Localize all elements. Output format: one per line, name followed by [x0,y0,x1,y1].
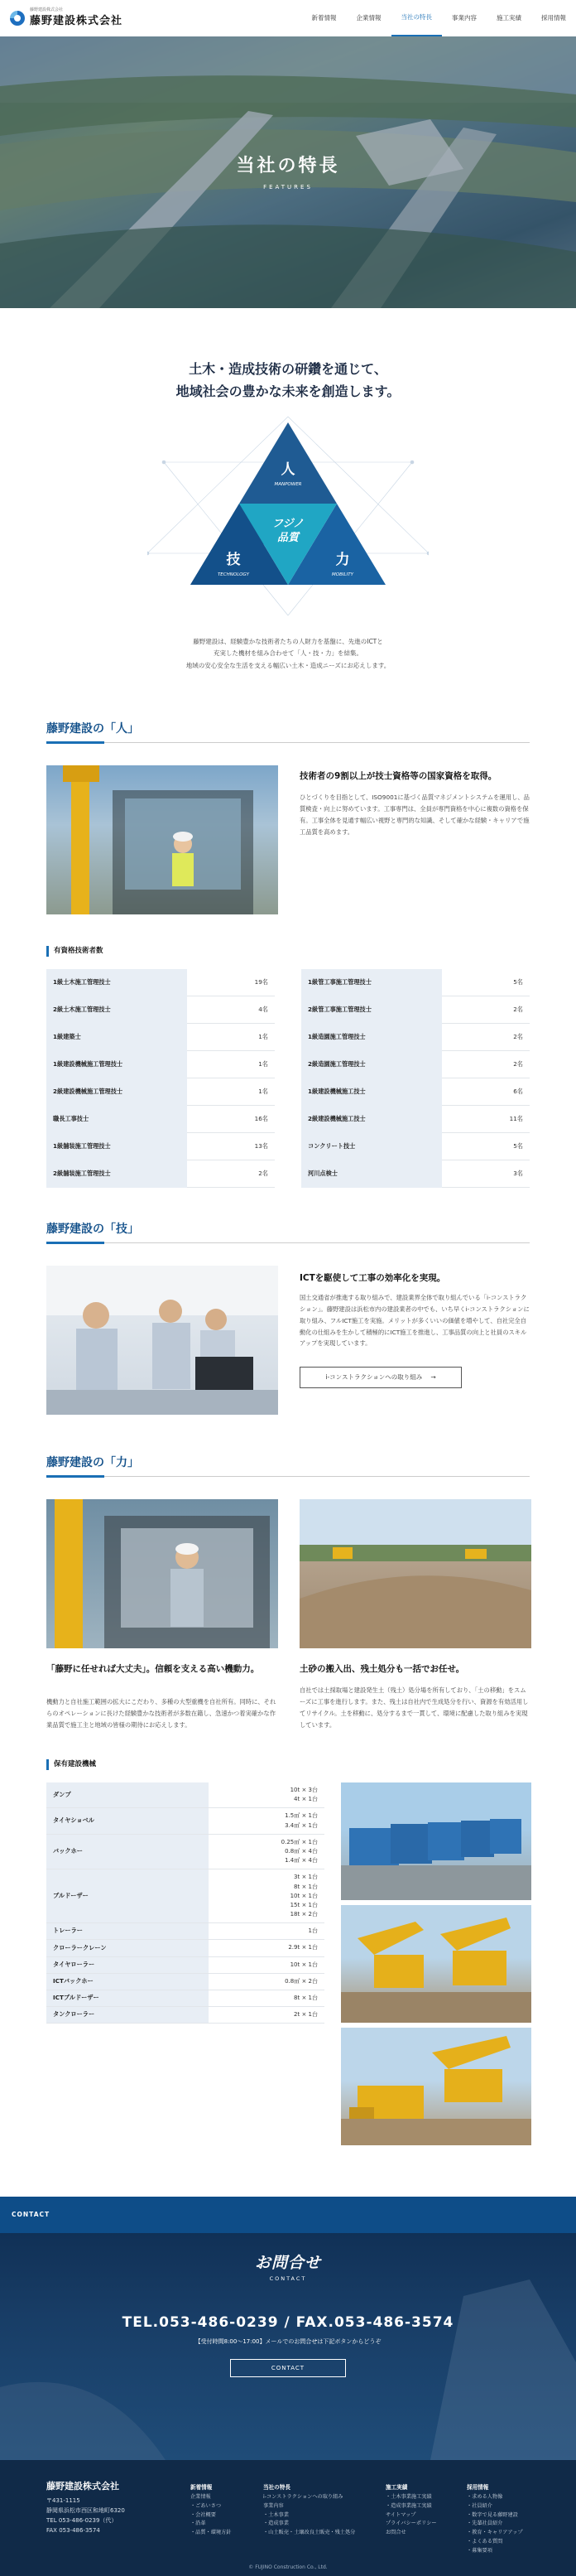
footer-nav-link[interactable]: ・造成事業 [263,2521,289,2527]
section-divider [46,1242,530,1243]
equipment-name: ICTバックホー [46,1974,209,1990]
qualification-count: 2名 [513,1059,523,1068]
contact-button[interactable]: CONTACT [230,2359,346,2377]
footer-nav-heading[interactable]: 採用情報 [467,2484,489,2491]
power-heading-1: 「藤野に任せれば大丈夫」。信頼を支える高い機動力。 [46,1664,260,1674]
table-row [46,969,275,996]
footer-nav-link[interactable]: ・募集要項 [467,2547,492,2554]
qualification-name: 2級建設機械施工管理技士 [46,1078,187,1106]
tri-top-sub: MANPOWER [274,482,302,487]
equipment-name: トレーラー [46,1923,209,1939]
photo-dump-trucks [341,1782,531,1900]
contact-section [0,2197,576,2460]
footer-nav-link[interactable]: プライバシーポリシー [386,2521,437,2527]
qualification-name: 2級舗装施工管理技士 [46,1160,187,1188]
equipment-count: 10t × 3台 4t × 1台 [290,1787,318,1803]
equipment-name: ブルドーザー [46,1869,209,1922]
equipment-count: 1台 [308,1927,318,1935]
intro-heading-2: 地域社会の豊かな未来を創造します。 [175,384,401,400]
table-row [301,1133,530,1160]
tri-center-1: フジノ [272,518,304,530]
footer-nav-link[interactable]: ・山土販売・土壌改良土販売・残土処分 [263,2530,356,2536]
footer-nav-link[interactable]: ・社員紹介 [467,2502,492,2509]
nav-news[interactable]: 新着情報 [311,14,337,22]
qualification-name: 2級造園施工管理技士 [301,1051,442,1078]
qualification-name: 2級土木施工管理技士 [46,996,187,1024]
section-title-power: 藤野建設の「力」 [46,1456,139,1469]
photo-bulldozers [341,2028,531,2145]
equipment-count: 0.8㎥ × 2台 [285,1977,318,1985]
hero-banner [0,36,576,308]
qualification-count: 11名 [509,1114,523,1122]
qualification-name: 2級管工事施工管理技士 [301,996,442,1024]
features-triangle-diagram [147,412,429,620]
footer-nav-link[interactable]: ・教育・キャリアアップ [467,2530,523,2536]
table-row [46,1923,324,1940]
nav-features[interactable]: 当社の特長 [391,0,443,36]
footer-nav-link[interactable]: お問合せ [386,2530,406,2536]
qualification-count: 2名 [513,1005,523,1013]
footer-nav-link[interactable]: 企業情報 [190,2493,211,2500]
table-row [46,2007,324,2024]
qualification-count: 13名 [254,1141,268,1150]
footer-nav-link[interactable]: i-コンストラクションへの取り組み [263,2493,343,2500]
footer-nav-link[interactable]: ・先輩社員紹介 [467,2521,503,2527]
equipment-name: バックホー [46,1835,209,1869]
equipment-count: 10t × 1台 [290,1961,318,1968]
footer-nav-link[interactable]: ・よくある質問 [467,2539,503,2545]
power-heading-2: 土砂の搬入出、残土処分も一括でお任せ。 [300,1664,465,1674]
arrow-right-icon: → [430,1373,436,1382]
qualification-count: 2名 [258,1169,268,1177]
table-row [301,1078,530,1106]
qualification-name: 2級建設機械施工技士 [301,1106,442,1133]
footer-nav-link[interactable]: ・沿革 [190,2521,206,2527]
qualification-name: 職長工事技士 [46,1106,187,1133]
table-row [46,1835,324,1870]
footer-nav-link[interactable]: ・品質・環境方針 [190,2530,232,2536]
photo-engineers-laptop [46,1266,278,1415]
table-row [46,1024,275,1051]
table-row [301,1160,530,1188]
qualification-count: 1名 [258,1032,268,1040]
qualification-count: 6名 [513,1087,523,1095]
people-text: ひとづくりを目指として、ISO9001に基づく品質マネジメントシステムを運用し、品質検査・向上に努めています。工事専門は、全員が専門資格を中心に複数の資格を保有。工事全体を見通す幅広い視野と専門的な知識、そして確かな経験・キャリアで施工品質を高めます。 [300,794,530,836]
tri-top-main: 人 [281,461,295,478]
nav-works[interactable]: 施工実績 [497,14,521,22]
tri-right-main: 力 [335,552,350,568]
i-construction-button-label: i-コンストラクションへの取り組み [325,1373,423,1382]
tri-left-sub: TECHNOLOGY [217,572,250,577]
photo-excavators [341,1905,531,2023]
table-row [301,996,530,1024]
qualification-count: 5名 [513,977,523,986]
nav-recruit[interactable]: 採用情報 [541,14,566,22]
qualification-table-right [301,969,530,1188]
tech-heading: ICTを駆使して工事の効率化を実現。 [300,1273,446,1283]
contact-title: お問合せ [254,2254,321,2272]
table-row [46,1106,275,1133]
tri-right-sub: MOBILITY [332,572,353,577]
logo-sub: 藤野建設株式会社 [30,7,64,12]
equipment-name: クローラークレーン [46,1940,209,1956]
qualified-table-title: 有資格技術者数 [46,946,103,957]
section-title-tech: 藤野建設の「技」 [46,1223,139,1236]
qualification-count: 3名 [513,1169,523,1177]
qualification-name: 1級建設機械施工技士 [301,1078,442,1106]
qualification-name: 1級管工事施工管理技士 [301,969,442,996]
table-row [301,1051,530,1078]
table-row [301,1024,530,1051]
i-construction-button[interactable] [300,1367,462,1388]
footer-nav-heading[interactable]: 施工実績 [386,2484,408,2491]
qualification-count: 19名 [254,977,268,986]
equipment-name: ダンプ [46,1782,209,1807]
table-row [46,1940,324,1956]
table-row [46,1869,324,1923]
intro-section [0,358,576,403]
section-divider [46,1476,530,1477]
photo-operator-cab [46,1499,278,1648]
footer-nav-link[interactable]: ・会社概要 [190,2511,216,2518]
table-row [46,996,275,1024]
footer-nav-link[interactable]: ・土木事業施工実績 [386,2493,432,2500]
qualification-count: 4名 [258,1005,268,1013]
photo-earthwork-site [300,1499,531,1648]
equipment-table [46,1782,324,2024]
table-row [301,969,530,996]
table-row [46,1957,324,1974]
equipment-count: 8t × 1台 [294,1995,318,2001]
table-row [46,1078,275,1106]
table-row [46,1051,275,1078]
equipment-count: 2.9t × 1台 [288,1944,318,1951]
section-divider [46,742,530,743]
table-row [46,1974,324,1990]
power-text-1: 機動力と自社施工範囲の拡大にこだわり、多種の大型重機を自社所有。同時に、それらのオペレーションに長けた経験豊かな技術者が多数在籍し、急速かつ着実確かな作業品質で施工主と地域の皆様の期待にお応えします。 [46,1698,276,1729]
footer-company: 藤野建設株式会社 [46,2481,119,2492]
equipment-count: 0.25㎥ × 1台 0.8㎥ × 4台 1.4㎥ × 4台 [281,1838,318,1864]
nav-company[interactable]: 企業情報 [356,14,382,22]
equipment-count: 1.5㎥ × 1台 3.4㎥ × 1台 [285,1812,318,1829]
qualification-name: 1級建築士 [46,1024,187,1051]
footer-nav-link[interactable]: ・土木事業 [263,2511,289,2518]
logo[interactable] [10,7,122,30]
table-row [46,1133,275,1160]
equipment-name: タイヤショベル [46,1808,209,1833]
tri-center-2: 品質 [276,532,300,544]
qualification-name: 1級土木施工管理技士 [46,969,187,996]
qualification-table-left [46,969,275,1188]
people-heading: 技術者の9割以上が技士資格等の国家資格を取得。 [300,771,497,781]
power-text-2: 自社では土採取場と建設発生土（残土）処分場を所有しており、「土の移動」をスムーズに工事を進行します。また、残土は自社内で生成処分を行い、資源を有効活用してリサイクル。土を移動に、処分するまで一貫して、環境に配慮した取り組みを実現しています。 [300,1686,529,1729]
footer-nav-link[interactable]: 事業内容 [263,2502,284,2509]
qualification-name: 1級建設機械施工管理技士 [46,1051,187,1078]
table-row [46,1160,275,1188]
footer-nav-link[interactable]: ・ごあいさつ [190,2502,222,2509]
page-title: 当社の特長 [236,156,340,176]
equipment-count: 2t × 1台 [294,2011,318,2019]
qualification-name: コンクリート技士 [301,1133,442,1160]
tri-left-main: 技 [226,552,241,568]
site-footer [0,2460,576,2576]
intro-text: 藤野建設は、経験豊かな技術者たちの人財力を基盤に、先進のICTと 充実した機材を組み合わせて「人・技・力」を結集。 地域の安心安全な生活を支える幅広い土木・造成ニーズにお応えします。 [185,638,391,669]
equipment-count: 3t × 1台 8t × 1台 10t × 1台 15t × 1台 18t × 2台 [290,1874,318,1918]
footer-nav-heading[interactable]: 当社の特長 [263,2484,290,2491]
qualification-count: 1名 [258,1059,268,1068]
photo-operator-excavator [46,765,278,914]
contact-hours: 【受付時間8:00〜17:00】メールでのお問合せは下記ボタンからどうぞ [194,2337,382,2345]
qualification-name: 河川点検士 [301,1160,442,1188]
contact-phone[interactable]: TEL.053-486-0239 / FAX.053-486-3574 [122,2314,454,2332]
nav-business[interactable]: 事業内容 [452,14,477,22]
equipment-name: タイヤローラー [46,1957,209,1973]
logo-mark-icon [10,11,25,26]
footer-nav-heading[interactable]: 新着情報 [190,2484,213,2491]
qualification-count: 2名 [513,1032,523,1040]
copyright: © FUJINO Construction Co., Ltd. [248,2564,328,2570]
footer-nav-col-1 [190,2483,232,2538]
equipment-name: ICTブルドーザー [46,1990,209,2006]
equipment-table-title: 保有建設機械 [46,1759,96,1770]
qualification-count: 16名 [254,1114,268,1122]
footer-nav-link[interactable]: ・造成事業施工実績 [386,2502,432,2509]
footer-nav-col-4 [467,2483,523,2556]
page-subtitle: FEATURES [263,184,313,191]
qualification-name: 1級舗装施工管理技士 [46,1133,187,1160]
contact-subtitle: CONTACT [269,2275,307,2282]
footer-nav-link[interactable]: ・数字で見る藤野建設 [467,2511,518,2518]
qualification-count: 1名 [258,1087,268,1095]
qualification-count: 5名 [513,1141,523,1150]
footer-nav-col-3 [386,2483,437,2538]
footer-address: 〒431-1115 静岡県浜松市西区和地町6320 TEL 053-486-0239（代） FAX 053-486-3574 [46,2497,125,2534]
footer-nav-link[interactable]: ・求める人物像 [467,2493,503,2500]
section-title-people: 藤野建設の「人」 [46,722,139,736]
equipment-name: タンクローラー [46,2007,209,2023]
qualification-name: 1級造園施工管理技士 [301,1024,442,1051]
table-row [301,1106,530,1133]
logo-name: 藤野建設株式会社 [30,15,123,27]
nav-contact-button[interactable]: CONTACT [0,2197,576,2233]
table-row [46,1808,324,1834]
table-row [46,1990,324,2007]
table-row [46,1782,324,1808]
footer-nav-col-2 [263,2483,355,2538]
intro-heading-1: 土木・造成技術の研鑽を通じて、 [189,361,387,377]
tech-text: 国土交通省が推進する取り組みで、建設業界全体で取り組んでいる「i-コンストラクション」。藤野建設は浜松市内の建設業者の中でも、いち早くi-コンストラクションに取り組み、フルICT施工を実施。メリットが多くいいの価値を増やして、自社完全自動化の仕組みを生かして積極的にICT施工を推進し、工事品質の向上と社員のスキルアップを実現しています。 [300,1294,530,1348]
footer-nav-link[interactable]: サイトマップ [386,2511,416,2518]
